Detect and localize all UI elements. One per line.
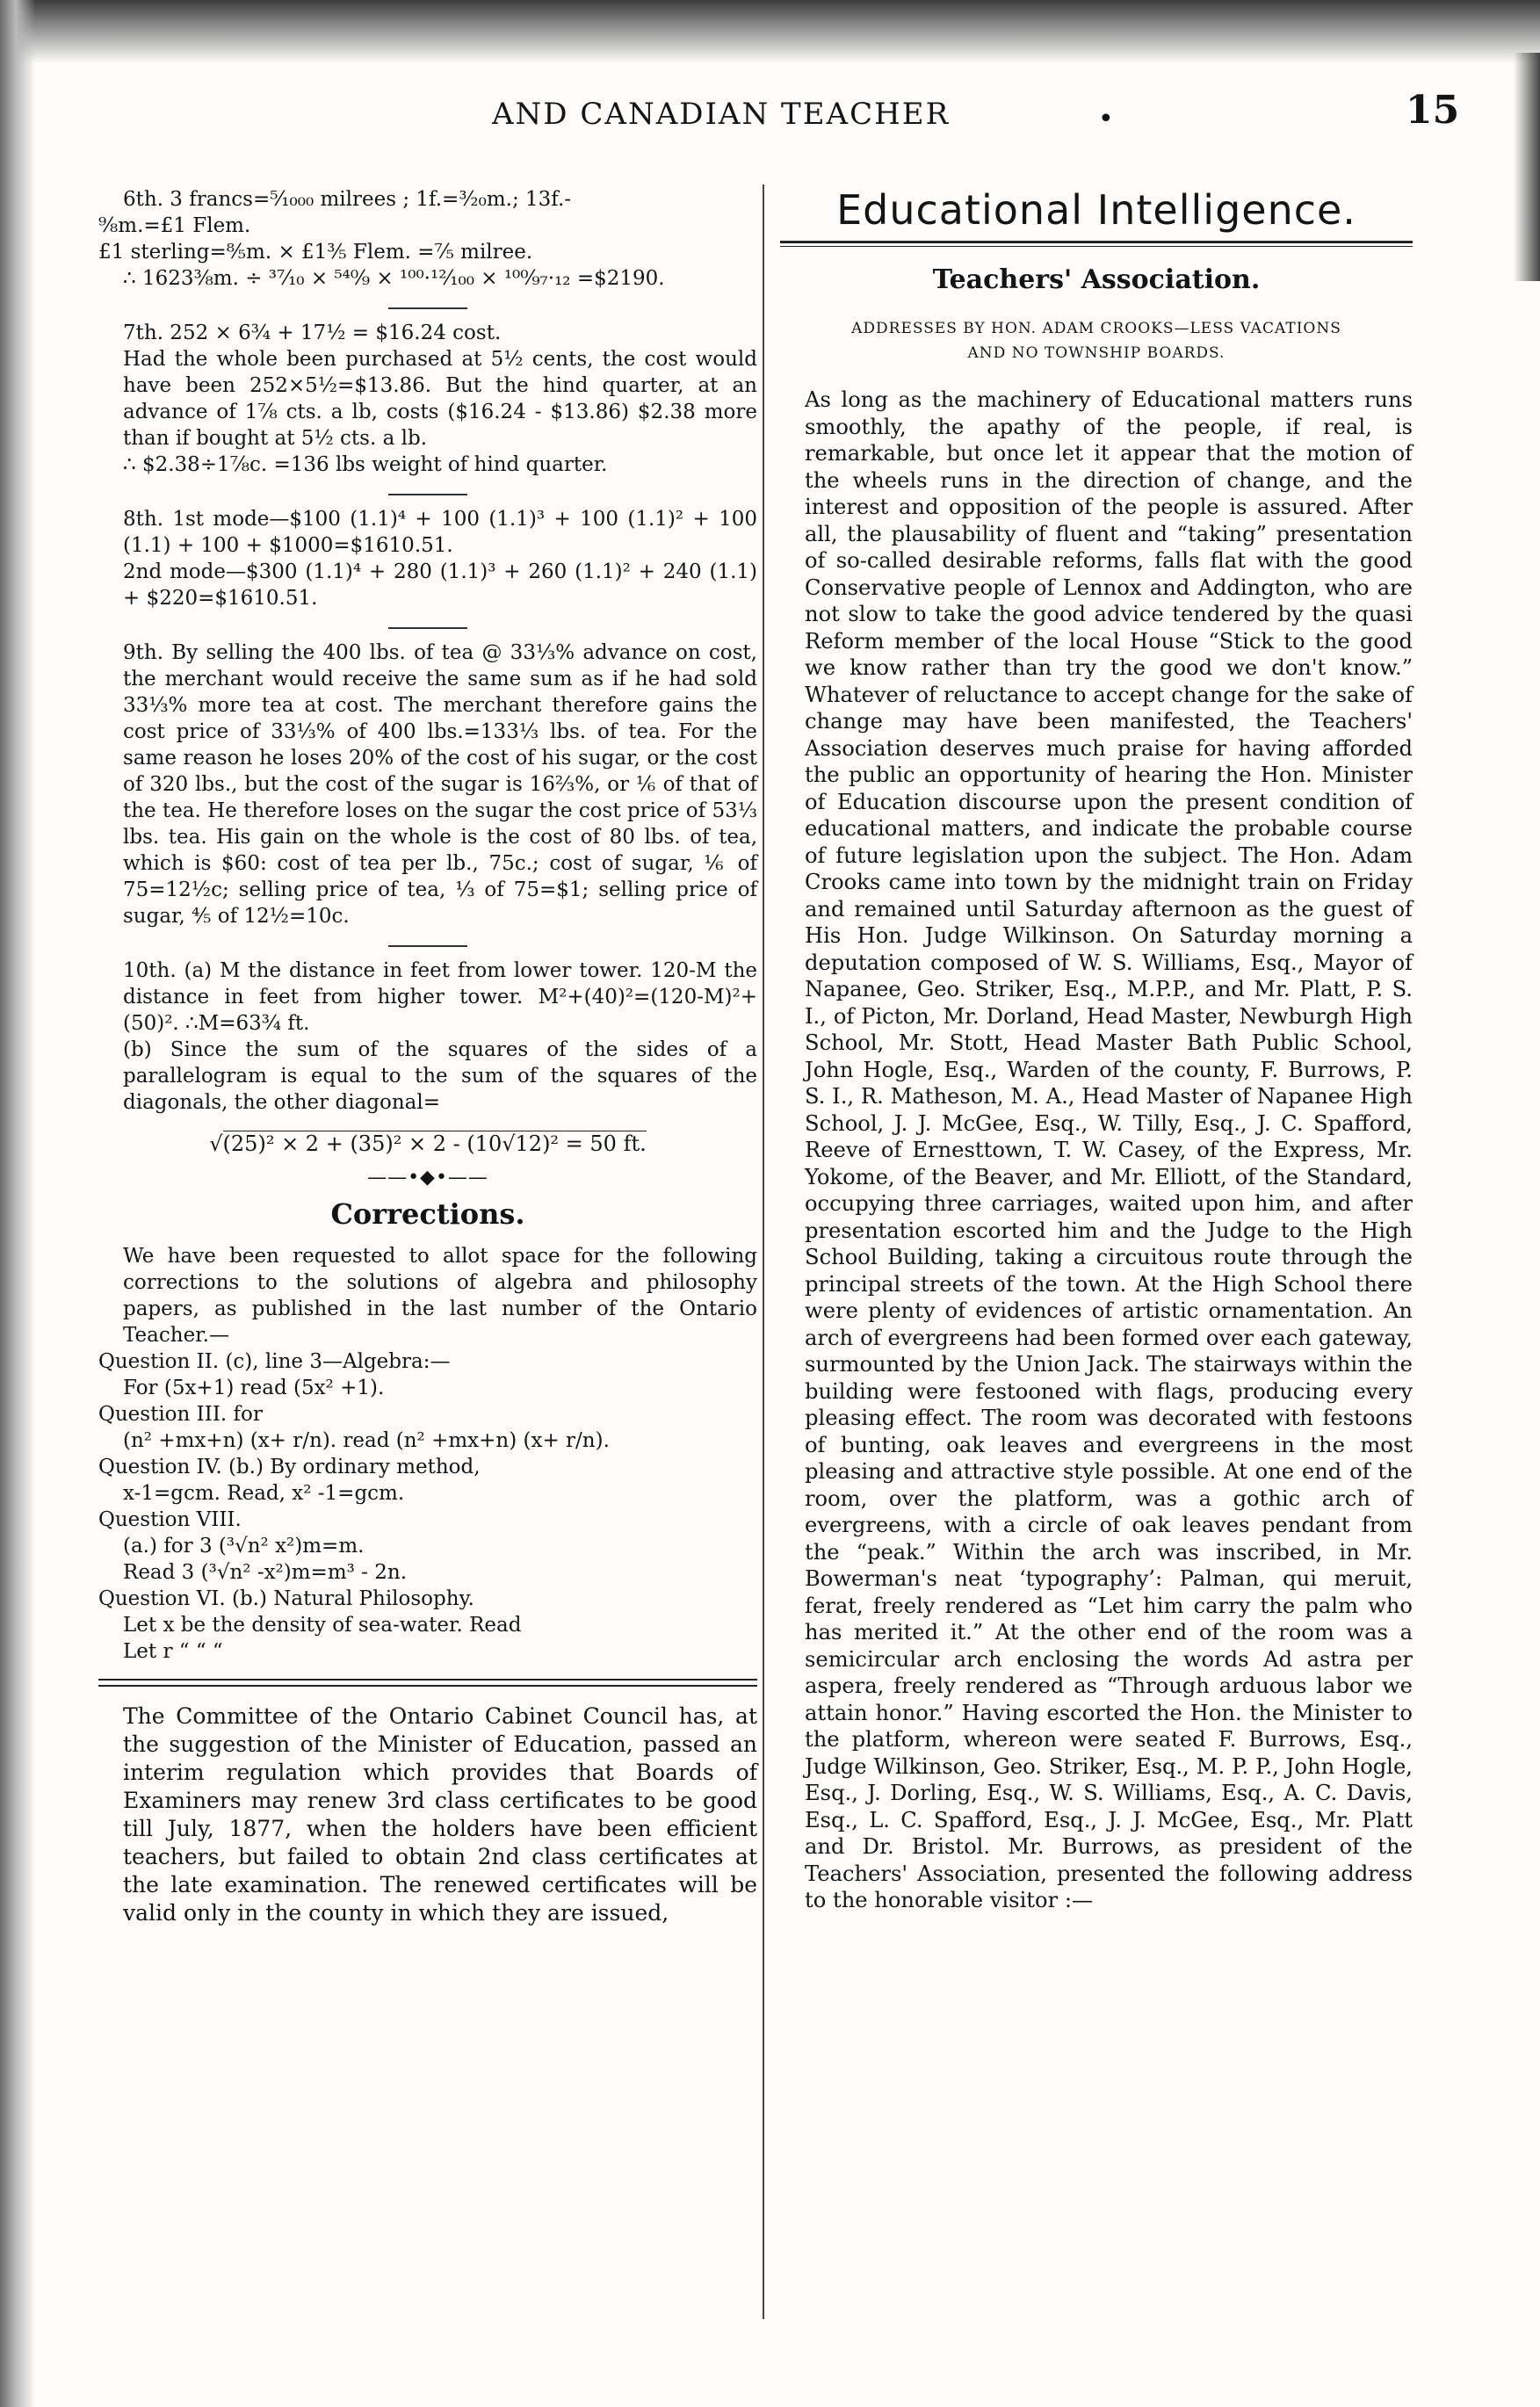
diagonal-formula [98,1131,757,1156]
solution-line: 6th. 3 francs=⁵⁄₁₀₀₀ milrees ; 1f.=³⁄₂₀m.; 13f.- [123,188,572,211]
solution-line: £1 sterling=⁸⁄₅m. × £1⅗ Flem. =⁷⁄₅ milree. [98,241,533,264]
deck-line: ADDRESSES BY HON. ADAM CROOKS—LESS VACATIONS [851,320,1341,337]
header-mark: • [1098,104,1114,134]
radical-sign: √ [209,1131,223,1156]
teachers-association-title: Teachers' Association. [932,264,1261,295]
separator-rule [388,627,467,629]
double-rule [98,1679,757,1687]
formula-text: (25)² × 2 + (35)² × 2 - (10√12)² = 50 ft. [222,1131,647,1156]
solution-8th [98,506,757,611]
solution-line: ∴ 1623⅜m. ÷ ³⁷⁄₁₀ × ⁵⁴⁰⁄₉ × ¹⁰⁰·¹²⁄₁₀₀ × ¹⁰⁰⁄₉₇·₁₂ =$2190. [123,267,665,290]
solution-line: ⁹⁄₈m.=£1 Flem. [98,214,251,237]
separator-rule [388,494,467,495]
solution-7th [98,320,757,478]
section-ornament: ——•◆•—— [367,1167,488,1189]
correction-line: Let x be the density of sea-water. Read [123,1614,522,1637]
page-number: 15 [1406,88,1460,133]
correction-line: Question VI. (b.) Natural Philosophy. [98,1587,474,1610]
solution-10th [98,958,757,1116]
right-column [780,186,1413,1914]
correction-line: Let r “ “ “ [123,1640,223,1663]
scan-edge-top [0,0,1540,63]
running-title: AND CANADIAN TEACHER [492,97,951,132]
cabinet-council-notice: The Committee of the Ontario Cabinet Council has, at the suggestion of the Minister of Education, passed an interim regulation which provides that Boards of Examiners may renew 3rd class certificates to be good till July, 1877, when the holders have been efficient teachers, but failed to obtain 2nd class certificates at the late examination. The renewed certificates will be valid only in the county in which they are issued, [123,1703,757,1926]
educational-intelligence-heading: Educational Intelligence. [836,186,1356,234]
separator-rule [388,307,467,309]
scan-edge-right [1514,53,1540,281]
solution-paragraph: (b) Since the sum of the squares of the sides of a parallelogram is equal to the sum of the squares of the diagonals, the other diagonal= [123,1038,757,1114]
scan-edge-left [0,0,35,2407]
separator-rule [388,945,467,947]
article-body: As long as the machinery of Educational matters runs smoothly, the apathy of the people, if real, is remarkable, but once let it appear that the motion of the wheels runs in the direction of change, and the interest and opposition of the people is assured. After all, the plausability of fluent and “taking” presentation of so-called desirable reforms, falls flat with the good Conservative people of Lennox and Addington, who are not slow to take the good advice tendered by the quasi Reform member of the local House “Stick to the good we know rather than try the good we don't know.” Whatever of reluctance to accept change for the sake of change may have been manifested, the Teachers' Association deserves much praise for having afforded the public an opportunity of hearing the Hon. Minister of Education discourse upon the present condition of educational matters, and indicate the probable course of future legislation upon the subject. The Hon. Adam Crooks came into town by the midnight train on Friday and remained until Saturday afternoon as the guest of His Hon. Judge Wilkinson. On Saturday morning a deputation composed of W. S. Williams, Esq., Mayor of Napanee, Geo. Striker, Esq., M.P.P., and Mr. Platt, P. S. I., of Picton, Mr. Dorland, Head Master, Newburgh High School, Mr. Stott, Head Master Bath Public School, John Hogle, Esq., Warden of the county, F. Burrows, P. S. I., R. Matheson, M. A., Head Master of Napanee High School, J. J. McGee, Esq., W. Tilly, Esq., J. C. Spafford, Reeve of Ernesttown, T. W. Casey, of the Express, Mr. Yokome, of the Beaver, and Mr. Elliott, of the Standard, occupying three carriages, waited upon him, and after presentation escorted him and the Judge to the High School Building, taking a circuitous route through the principal streets of the town. At the High School there were plenty of evidences of artistic ornamentation. An arch of evergreens had been formed over each gateway, surmounted by the Union Jack. The stairways within the building were festooned with flags, producing every pleasing effect. The room was decorated with festoons of bunting, oak leaves and evergreens in the most pleasing and attractive style possible. At one end of the room, over the platform, was a gothic arch of evergreens, with a circle of oak leaves pendant from the “peak.” Within the arch was inscribed, in Mr. Bowerman's neat ‘typography’: Palman, qui meruit, ferat, freely rendered as “Let him carry the palm who has merited it.” At the other end of the room was a semicircular arch enclosing the words Ad astra per aspera, freely rendered as “Through arduous labor we attain honor.” Having escorted the Hon. the Minister to the platform, whereon were seated F. Burrows, Esq., Judge Wilkinson, Geo. Striker, Esq., M. P. P., John Hogle, Esq., J. Dorling, Esq., W. S. Williams, Esq., A. C. Davis, Esq., L. C. Spafford, Esq., J. J. McGee, Esq., Mr. Platt and Dr. Bristol. Mr. Burrows, as president of the Teachers' Association, presented the following address to the honorable visitor :— [805,387,1413,1912]
solution-6th [98,186,757,292]
solution-9th: 9th. By selling the 400 lbs. of tea @ 33⅓% advance on cost, the merchant would receive the same sum as if he had sold 33⅓% more tea at cost. The merchant therefore gains the cost price of 33⅓% of 400 lbs.=133⅓ lbs. of tea. For the same reason he loses 20% of the cost of his sugar, or the cost of 320 lbs., but the cost of the sugar is 16⅔%, or ⅙ of that of the tea. He therefore loses on the sugar the cost price of 53⅓ lbs. tea. His gain on the whole is the cost of 80 lbs. of tea, which is $60: cost of tea per lb., 75c.; cost of sugar, ⅙ of 75=12½c; selling price of tea, ⅓ of 75=$1; selling price of sugar, ⅘ of 12½=10c. [123,641,757,928]
corrections-intro: We have been requested to allot space for the following corrections to the solutions of algebra and philosophy papers, as published in the last number of the Ontario Teacher.— [123,1245,757,1347]
correction-line: (a.) for 3 (³√n² x²)m=m. [123,1535,365,1558]
corrections-list [98,1243,757,1665]
solution-line: ∴ $2.38÷1⅞c. =136 lbs weight of hind quarter. [123,453,608,476]
solution-paragraph: Had the whole been purchased at 5½ cents, the cost would have been 252×5½=$13.86. But the hind quarter, at an advance of 1⅞ cts. a lb, costs ($16.24 - $13.86) $2.38 more than if bought at 5½ cts. a lb. [123,348,757,450]
solution-line: 7th. 252 × 6¾ + 17½ = $16.24 cost. [123,322,502,344]
correction-line: Question II. (c), line 3—Algebra:— [98,1350,451,1373]
correction-line: x-1=gcm. Read, x² -1=gcm. [123,1482,405,1505]
correction-line: Question III. for [98,1403,263,1426]
corrections-title: Corrections. [330,1197,525,1231]
correction-line: (n² +mx+n) (x+ r/n). read (n² +mx+n) (x+ r/n). [123,1429,610,1452]
correction-line: Read 3 (³√n² -x²)m=m³ - 2n. [123,1561,408,1584]
column-divider [763,184,764,2319]
left-column [98,186,757,1927]
correction-line: Question VIII. [98,1508,242,1531]
solution-paragraph: 8th. 1st mode—$100 (1.1)⁴ + 100 (1.1)³ + 100 (1.1)² + 100 (1.1) + 100 + $1000=$1610.51. [123,508,757,557]
solution-paragraph: 10th. (a) M the distance in feet from lower tower. 120-M the distance in feet from higher tower. M²+(40)²=(120-M)²+(50)². ∴M=63¾ ft. [123,959,757,1035]
heading-rule [780,241,1413,247]
deck-line: AND NO TOWNSHIP BOARDS. [967,344,1225,362]
correction-line: Question IV. (b.) By ordinary method, [98,1456,481,1478]
article-deck [780,316,1413,365]
correction-line: For (5x+1) read (5x² +1). [123,1377,385,1399]
solution-paragraph: 2nd mode—$300 (1.1)⁴ + 280 (1.1)³ + 260 (1.1)² + 240 (1.1) + $220=$1610.51. [123,560,757,610]
